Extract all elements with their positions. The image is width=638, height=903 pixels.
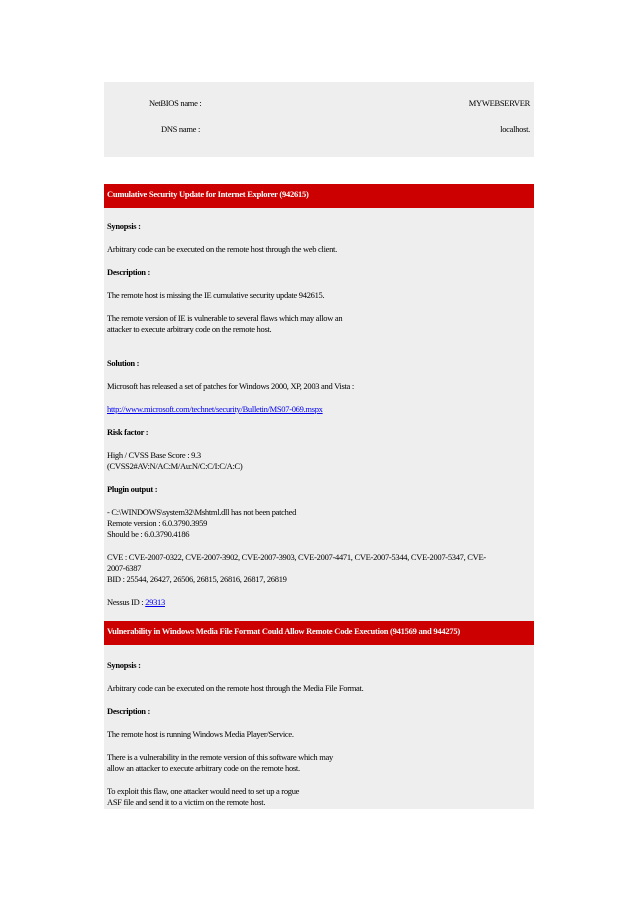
finding1-solution-link[interactable]: http://www.microsoft.com/technet/security/Bulletin/MS07-069.mspx xyxy=(107,404,323,414)
finding1-description-p2-line1: The remote version of IE is vulnerable to several flaws which may allow an xyxy=(107,313,343,323)
finding1-solution-text: Microsoft has released a set of patches for Windows 2000, XP, 2003 and Vista : xyxy=(107,381,354,391)
finding1-description-p2-line2: attacker to execute arbitrary code on the remote host. xyxy=(107,324,272,334)
finding1-cve-line2: 2007-6387 xyxy=(107,563,142,573)
finding1-plugin-label: Plugin output : xyxy=(107,484,158,494)
finding1-header xyxy=(104,184,534,208)
finding1-synopsis-text: Arbitrary code can be executed on the remote host through the web client. xyxy=(107,244,337,254)
dns-label: DNS name : xyxy=(161,124,201,134)
finding2-title: Vulnerability in Windows Media File Format Could Allow Remote Code Execution (941569 and 944275) xyxy=(107,626,460,636)
finding1-synopsis-label: Synopsis : xyxy=(107,221,141,231)
finding2-body xyxy=(104,645,534,809)
finding2-description-p1: The remote host is running Windows Media Player/Service. xyxy=(107,729,294,739)
finding1-plugin-line2: Remote version : 6.0.3790.3959 xyxy=(107,518,208,528)
finding1-risk-line1: High / CVSS Base Score : 9.3 xyxy=(107,450,201,460)
finding1-bid-line: BID : 25544, 26427, 26506, 26815, 26816, 26817, 26819 xyxy=(107,574,287,584)
finding2-description-p2-line1: There is a vulnerability in the remote version of this software which may xyxy=(107,752,333,762)
netbios-value: MYWEBSERVER xyxy=(468,98,530,108)
dns-row xyxy=(104,124,534,138)
finding2-header xyxy=(104,621,534,645)
host-info-panel xyxy=(104,82,534,157)
finding1-plugin-line3: Should be : 6.0.3790.4186 xyxy=(107,529,190,539)
finding2-description-p3-line1: To exploit this flaw, one attacker would need to set up a rogue xyxy=(107,786,300,796)
dns-value: localhost. xyxy=(500,124,530,134)
finding1-risk-line2: (CVSS2#AV:N/AC:M/Au:N/C:C/I:C/A:C) xyxy=(107,461,243,471)
finding1-risk-label: Risk factor : xyxy=(107,427,149,437)
finding1-nessus-label: Nessus ID : xyxy=(107,597,146,607)
finding1-description-p1: The remote host is missing the IE cumulative security update 942615. xyxy=(107,290,325,300)
finding2-synopsis-label: Synopsis : xyxy=(107,660,141,670)
finding2-description-label: Description : xyxy=(107,706,151,716)
finding1-description-label: Description : xyxy=(107,267,151,277)
finding1-cve-line1: CVE : CVE-2007-0322, CVE-2007-3902, CVE-2007-3903, CVE-2007-4471, CVE-2007-5344, CVE-2007-5347, CVE- xyxy=(107,552,486,562)
finding2-synopsis-text: Arbitrary code can be executed on the remote host through the Media File Format. xyxy=(107,683,364,693)
finding1-solution-label: Solution : xyxy=(107,358,140,368)
netbios-label: NetBIOS name : xyxy=(149,98,202,108)
finding1-title: Cumulative Security Update for Internet Explorer (942615) xyxy=(107,189,309,199)
finding2-description-p2-line2: allow an attacker to execute arbitrary code on the remote host. xyxy=(107,763,300,773)
finding1-plugin-line1: - C:\WINDOWS\system32\Mshtml.dll has not been patched xyxy=(107,507,297,517)
finding2-description-p3-line2: ASF file and send it to a victim on the remote host. xyxy=(107,797,266,807)
finding1-nessus-line xyxy=(107,597,165,608)
netbios-row xyxy=(104,98,534,112)
finding1-nessus-id-link[interactable]: 29313 xyxy=(145,597,165,607)
